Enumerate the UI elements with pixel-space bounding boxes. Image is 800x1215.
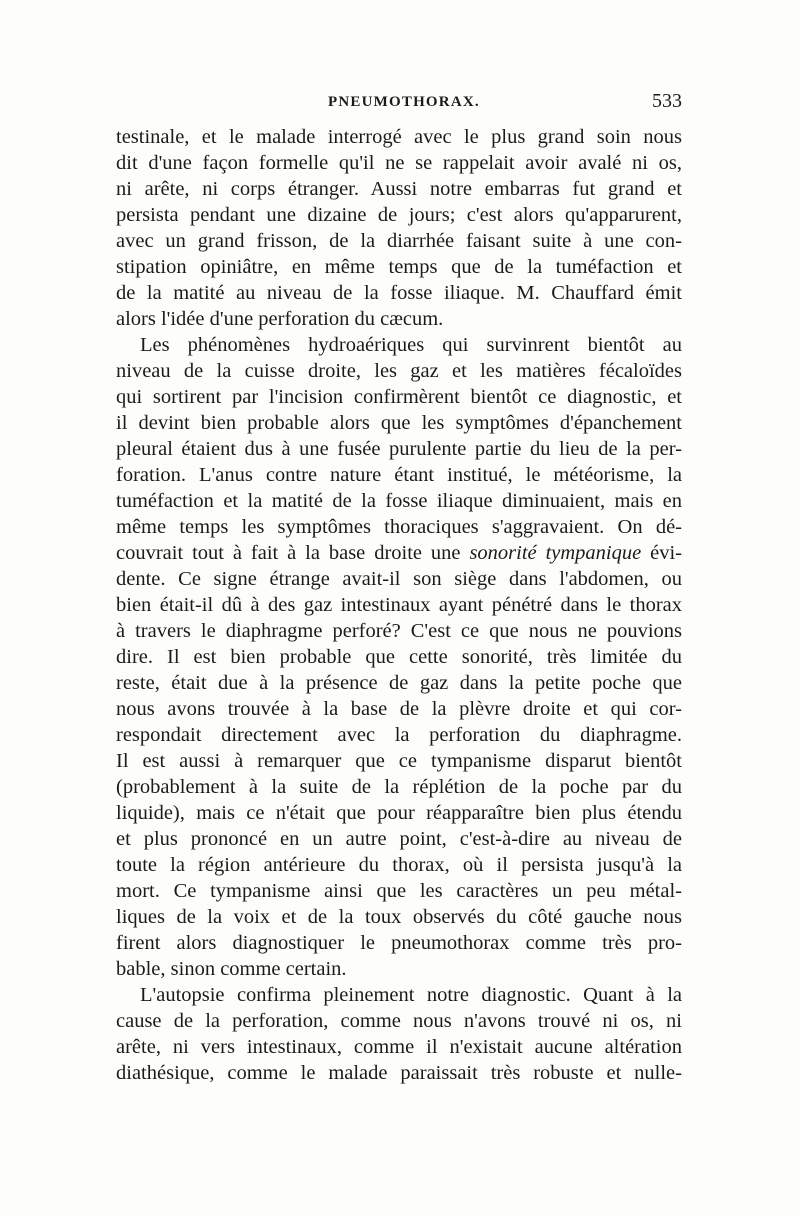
text-line: arête, ni vers intestinaux, comme il n'existait aucune altération	[116, 1036, 682, 1058]
text-line: même temps les symptômes thoraciques s'aggravaient. On dé-	[116, 516, 682, 538]
text-line: reste, était due à la présence de gaz dans la petite poche que	[116, 672, 682, 694]
page-header	[116, 90, 682, 120]
text-line: mort. Ce tympanisme ainsi que les caractères un peu métal-	[116, 880, 682, 902]
text-line: diathésique, comme le malade paraissait très robuste et nulle-	[116, 1062, 682, 1084]
text-line: stipation opiniâtre, en même temps que de la tuméfaction et	[116, 256, 682, 278]
text-run: couvrait tout à fait à la base droite une	[116, 542, 470, 564]
text-line: bable, sinon comme certain.	[116, 958, 347, 980]
text-line: L'autopsie confirma pleinement notre diagnostic. Quant à la	[140, 984, 682, 1006]
text-line: firent alors diagnostiquer le pneumothorax comme très pro-	[116, 932, 682, 954]
text-run: évi-	[641, 542, 682, 564]
text-line: toute la région antérieure du thorax, où il persista jusqu'à la	[116, 854, 682, 876]
text-line: Il est aussi à remarquer que ce tympanisme disparut bientôt	[116, 750, 682, 772]
body-text	[116, 124, 682, 1086]
text-line: alors l'idée d'une perforation du cæcum.	[116, 308, 444, 330]
text-line: liquide), mais ce n'était que pour réapparaître bien plus étendu	[116, 802, 682, 824]
text-line: dit d'une façon formelle qu'il ne se rappelait avoir avalé ni os,	[116, 152, 682, 174]
text-line: persista pendant une dizaine de jours; c'est alors qu'apparurent,	[116, 204, 682, 226]
text-line: cause de la perforation, comme nous n'avons trouvé ni os, ni	[116, 1010, 682, 1032]
text-line: testinale, et le malade interrogé avec le plus grand soin nous	[116, 126, 682, 148]
text-line: liques de la voix et de la toux observés du côté gauche nous	[116, 906, 682, 928]
text-line: tuméfaction et la matité de la fosse iliaque diminuaient, mais en	[116, 490, 682, 512]
running-head: PNEUMOTHORAX.	[328, 94, 480, 110]
text-line: il devint bien probable alors que les symptômes d'épanchement	[116, 412, 682, 434]
page-number: 533	[652, 90, 682, 112]
text-line: avec un grand frisson, de la diarrhée faisant suite à une con-	[116, 230, 682, 252]
text-line: foration. L'anus contre nature étant institué, le météorisme, la	[116, 464, 682, 486]
text-line: respondait directement avec la perforation du diaphragme.	[116, 724, 682, 746]
text-line: ni arête, ni corps étranger. Aussi notre embarras fut grand et	[116, 178, 682, 200]
text-line: dire. Il est bien probable que cette sonorité, très limitée du	[116, 646, 682, 668]
text-line: nous avons trouvée à la base de la plèvre droite et qui cor-	[116, 698, 682, 720]
text-line	[116, 540, 682, 566]
text-line: pleural étaient dus à une fusée purulente partie du lieu de la per-	[116, 438, 682, 460]
text-line: de la matité au niveau de la fosse iliaque. M. Chauffard émit	[116, 282, 682, 304]
text-line: dente. Ce signe étrange avait-il son siège dans l'abdomen, ou	[116, 568, 682, 590]
text-line: bien était-il dû à des gaz intestinaux ayant pénétré dans le thorax	[116, 594, 682, 616]
text-line: à travers le diaphragme perforé? C'est ce que nous ne pouvions	[116, 620, 682, 642]
text-line: (probablement à la suite de la réplétion de la poche par du	[116, 776, 682, 798]
text-line: niveau de la cuisse droite, les gaz et les matières fécaloïdes	[116, 360, 682, 382]
text-line: qui sortirent par l'incision confirmèrent bientôt ce diagnostic, et	[116, 386, 682, 408]
italic-term: sonorité tympanique	[469, 542, 642, 564]
text-line: Les phénomènes hydroaériques qui survinrent bientôt au	[140, 334, 682, 356]
text-line: et plus prononcé en un autre point, c'est-à-dire au niveau de	[116, 828, 682, 850]
